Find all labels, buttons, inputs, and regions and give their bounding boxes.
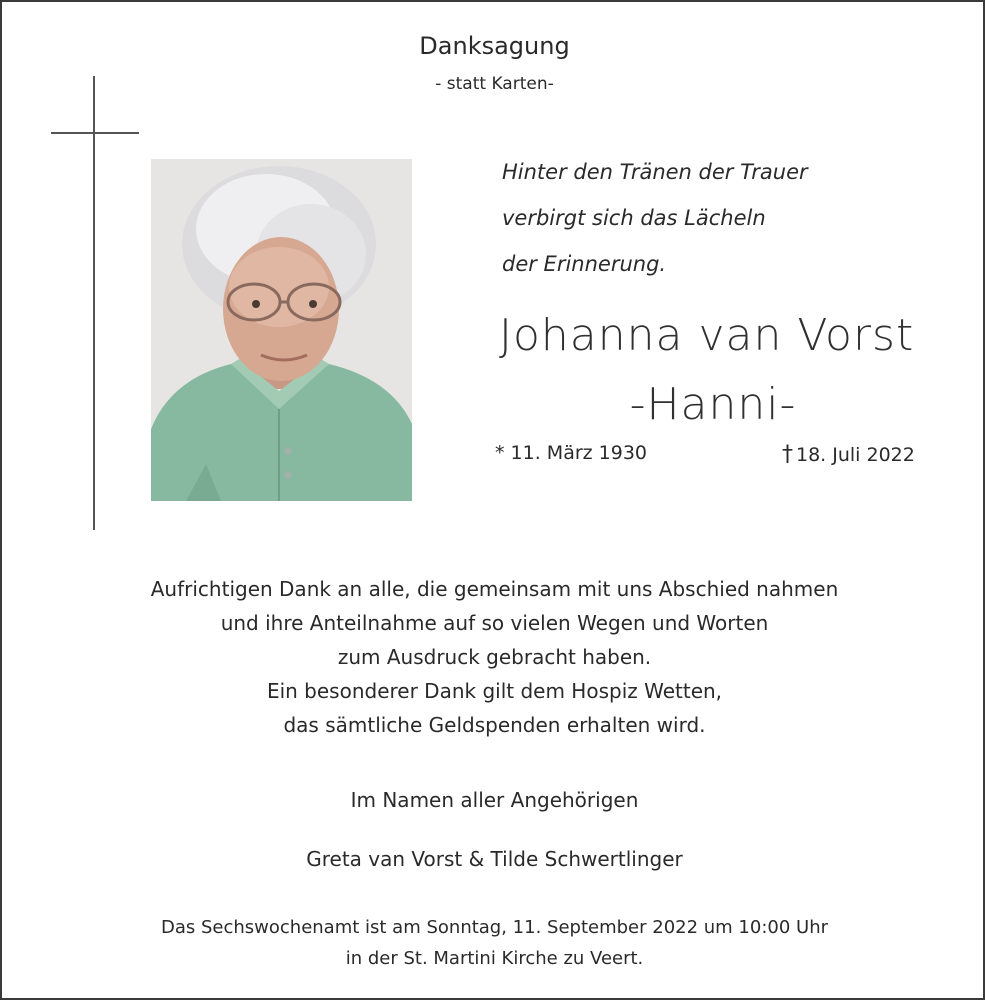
portrait-photo bbox=[151, 159, 412, 501]
death-date: 18. Juli 2022 bbox=[796, 444, 915, 466]
service-line: Das Sechswochenamt ist am Sonntag, 11. September 2022 um 10:00 Uhr bbox=[160, 917, 829, 938]
birth-date: * 11. März 1930 bbox=[495, 442, 648, 464]
signature-intro: Im Namen aller Angehörigen bbox=[350, 788, 639, 812]
quote-line: verbirgt sich das Lächeln bbox=[502, 206, 766, 230]
cross-icon-horizontal bbox=[51, 132, 139, 134]
cross-icon-vertical bbox=[93, 76, 95, 530]
thanks-line: das sämtliche Geldspenden erhalten wird. bbox=[283, 713, 706, 737]
deceased-nickname: -Hanni- bbox=[629, 379, 797, 430]
thanks-line: zum Ausdruck gebracht haben. bbox=[337, 645, 652, 669]
quote-line: Hinter den Tränen der Trauer bbox=[502, 160, 808, 184]
page-subtitle: - statt Karten- bbox=[435, 74, 554, 94]
dagger-icon: † bbox=[782, 442, 793, 467]
death-date-group bbox=[782, 442, 915, 467]
thanks-line: Aufrichtigen Dank an alle, die gemeinsam mit uns Abschied nahmen bbox=[150, 577, 839, 601]
thanks-line: und ihre Anteilnahme auf so vielen Wegen und Worten bbox=[220, 611, 769, 635]
signature-names: Greta van Vorst & Tilde Schwertlinger bbox=[306, 847, 683, 871]
page-title: Danksagung bbox=[419, 32, 570, 60]
service-line: in der St. Martini Kirche zu Veert. bbox=[345, 948, 644, 969]
thanks-line: Ein besonderer Dank gilt dem Hospiz Wetten, bbox=[266, 679, 723, 703]
quote-line: der Erinnerung. bbox=[502, 252, 667, 276]
deceased-name: Johanna van Vorst bbox=[499, 310, 915, 361]
